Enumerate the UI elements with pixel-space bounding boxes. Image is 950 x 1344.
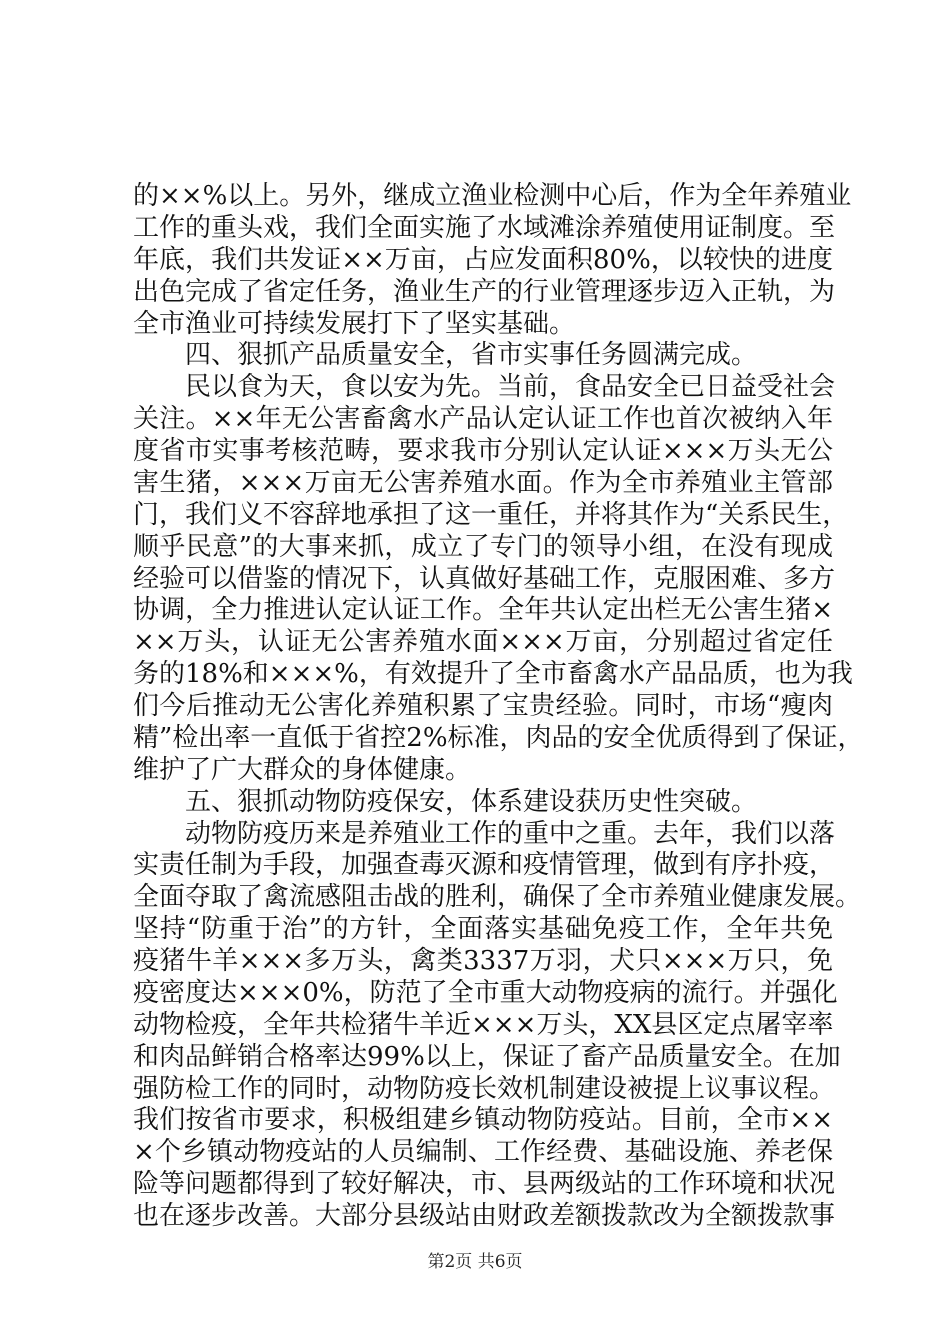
text-line: 出色完成了省定任务，渔业生产的行业管理逐步迈入正轨，为 xyxy=(133,277,836,307)
text-line: 疫猪牛羊×××多万头，禽类3337万羽，犬只×××万只，免 xyxy=(133,946,833,976)
text-line: 协调，全力推进认定认证工作。全年共认定出栏无公害生猪× xyxy=(133,595,833,625)
text-line: 强防检工作的同时，动物防疫长效机制建设被提上议事议程。 xyxy=(133,1074,836,1104)
text-line: 也在逐步改善。大部分县级站由财政差额拨款改为全额拨款事 xyxy=(133,1201,836,1231)
text-line: 度省市实事考核范畴，要求我市分别认定认证×××万头无公 xyxy=(133,436,833,466)
text-line: ××万头，认证无公害养殖水面×××万亩，分别超过省定任 xyxy=(133,627,833,657)
text-line: 精”检出率一直低于省控2%标准，肉品的安全优质得到了保证， xyxy=(133,723,864,753)
text-line: 全面夺取了禽流感阻击战的胜利，确保了全市养殖业健康发展。 xyxy=(133,882,862,912)
text-line: ×个乡镇动物疫站的人员编制、工作经费、基础设施、养老保 xyxy=(133,1137,833,1167)
text-line: 全市渔业可持续发展打下了坚实基础。 xyxy=(133,309,576,339)
text-line: 和肉品鲜销合格率达99%以上，保证了畜产品质量安全。在加 xyxy=(133,1042,841,1072)
text-line: 顺乎民意”的大事来抓，成立了专门的领导小组，在没有现成 xyxy=(133,532,833,562)
text-line: 的××%以上。另外，继成立渔业检测中心后，作为全年养殖业 xyxy=(133,181,852,211)
text-line: 维护了广大群众的身体健康。 xyxy=(133,755,472,785)
text-line: 经验可以借鉴的情况下，认真做好基础工作，克服困难、多方 xyxy=(133,564,836,594)
text-line: 工作的重头戏，我们全面实施了水域滩涂养殖使用证制度。至 xyxy=(133,213,836,243)
section-heading: 四、狠抓产品质量安全，省市实事任务圆满完成。 xyxy=(185,340,758,370)
text-line: 险等问题都得到了较好解决，市、县两级站的工作环境和状况 xyxy=(133,1169,836,1199)
text-line: 动物检疫，全年共检猪牛羊近×××万头，XX县区定点屠宰率 xyxy=(133,1010,834,1040)
text-line: 实责任制为手段，加强查毒灭源和疫情管理，做到有序扑疫， xyxy=(133,850,836,880)
text-line: 动物防疫历来是养殖业工作的重中之重。去年，我们以落 xyxy=(185,819,836,849)
text-line: 害生猪，×××万亩无公害养殖水面。作为全市养殖业主管部 xyxy=(133,468,833,498)
page-footer: 第2页 共6页 xyxy=(427,1252,523,1272)
text-line: 们今后推动无公害化养殖积累了宝贵经验。同时，市场“瘦肉 xyxy=(133,691,833,721)
text-line: 门，我们义不容辞地承担了这一重任，并将其作为“关系民生， xyxy=(133,500,849,530)
text-line: 关注。××年无公害畜禽水产品认定认证工作也首次被纳入年 xyxy=(133,404,833,434)
text-line: 年底，我们共发证××万亩，占应发面积80%，以较快的进度 xyxy=(133,245,833,275)
text-line: 务的18%和×××%，有效提升了全市畜禽水产品品质，也为我 xyxy=(133,659,853,689)
text-line: 民以食为天，食以安为先。当前，食品安全已日益受社会 xyxy=(185,372,836,402)
text-line: 疫密度达×××0%，防范了全市重大动物疫病的流行。并强化 xyxy=(133,978,838,1008)
section-heading: 五、狠抓动物防疫保安，体系建设获历史性突破。 xyxy=(185,787,758,817)
text-line: 坚持“防重于治”的方针，全面落实基础免疫工作，全年共免 xyxy=(133,914,833,944)
text-line: 我们按省市要求，积极组建乡镇动物防疫站。目前，全市×× xyxy=(133,1105,833,1135)
